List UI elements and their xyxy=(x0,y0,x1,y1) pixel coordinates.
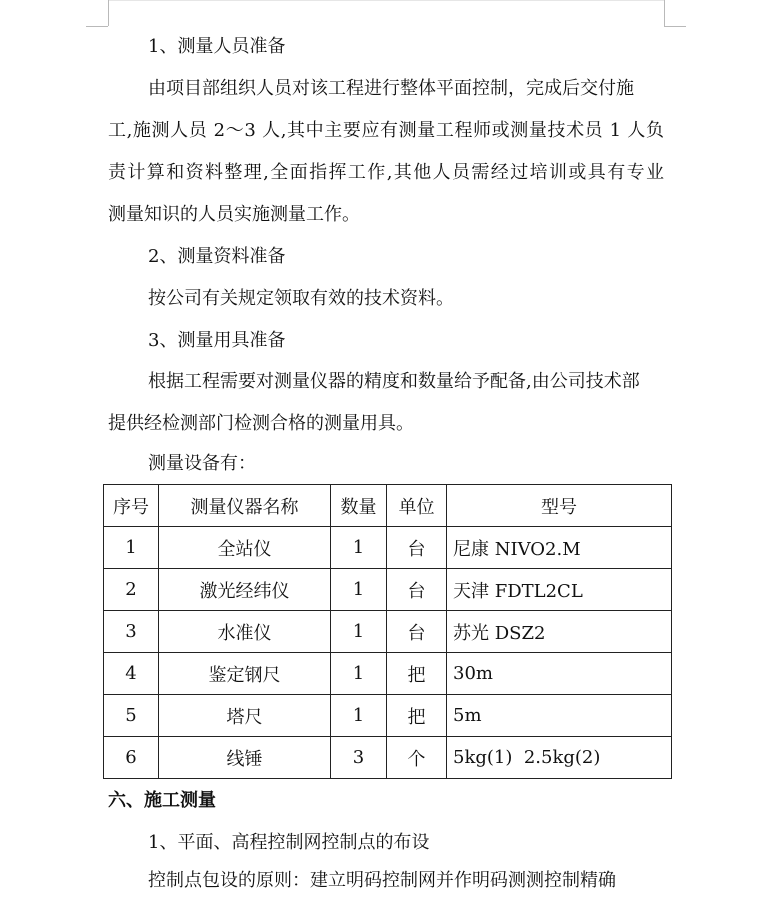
section-heading: 六、施工测量 xyxy=(108,790,216,811)
partial-paragraph: 控制点包设的原则：建立明码控制网并作明码测测控制精确 xyxy=(148,870,616,891)
cell-unit: 台 xyxy=(387,569,447,611)
header-cell: 序号 xyxy=(104,485,159,527)
crop-mark-left xyxy=(86,26,108,27)
cell-index: 4 xyxy=(104,653,159,695)
table-header-row xyxy=(104,485,672,527)
header-cell: 单位 xyxy=(387,485,447,527)
cell-quantity: 1 xyxy=(331,527,387,569)
cell-index: 2 xyxy=(104,569,159,611)
equipment-intro: 测量设备有： xyxy=(148,453,256,474)
cell-quantity: 1 xyxy=(331,695,387,737)
paragraph-tools-line: 提供经检测部门检测合格的测量用具。 xyxy=(108,413,414,434)
header-cell: 数量 xyxy=(331,485,387,527)
heading-tools: 3、测量用具准备 xyxy=(148,330,286,351)
cell-index: 1 xyxy=(104,527,159,569)
cell-unit: 台 xyxy=(387,611,447,653)
paragraph-personnel-line: 由项目部组织人员对该工程进行整体平面控制，完成后交付施 xyxy=(148,78,634,99)
cell-model: 5kg(1) 2.5kg(2) xyxy=(447,737,672,779)
crop-mark-right xyxy=(664,26,686,27)
cell-instrument: 线锤 xyxy=(159,737,331,779)
cell-model: 30m xyxy=(447,653,672,695)
paragraph-personnel-line: 测量知识的人员实施测量工作。 xyxy=(108,204,360,225)
cell-instrument: 鉴定钢尺 xyxy=(159,653,331,695)
cell-index: 3 xyxy=(104,611,159,653)
cell-instrument: 塔尺 xyxy=(159,695,331,737)
table-row xyxy=(104,695,672,737)
cell-quantity: 1 xyxy=(331,569,387,611)
cell-index: 6 xyxy=(104,737,159,779)
cell-quantity: 3 xyxy=(331,737,387,779)
table-row xyxy=(104,737,672,779)
header-cell: 型号 xyxy=(447,485,672,527)
table-row xyxy=(104,611,672,653)
cell-quantity: 1 xyxy=(331,653,387,695)
crop-mark-left-vertical xyxy=(108,0,109,26)
cell-unit: 把 xyxy=(387,653,447,695)
cell-model: 苏光 DSZ2 xyxy=(447,611,672,653)
header-cell: 测量仪器名称 xyxy=(159,485,331,527)
cell-instrument: 水准仪 xyxy=(159,611,331,653)
cell-model: 5m xyxy=(447,695,672,737)
heading-materials: 2、测量资料准备 xyxy=(148,246,286,267)
crop-mark-right-vertical xyxy=(664,0,665,26)
table-row xyxy=(104,527,672,569)
subsection-heading: 1、平面、高程控制网控制点的布设 xyxy=(148,832,430,853)
table-row xyxy=(104,653,672,695)
paragraph-personnel-line: 工,施测人员 2～3 人,其中主要应有测量工程师或测量技术员 1 人负 xyxy=(108,120,664,141)
paragraph-tools-line: 根据工程需要对测量仪器的精度和数量给予配备,由公司技术部 xyxy=(148,371,640,392)
cell-unit: 台 xyxy=(387,527,447,569)
cell-index: 5 xyxy=(104,695,159,737)
equipment-table xyxy=(103,484,672,779)
cell-model: 尼康 NIVO2.M xyxy=(447,527,672,569)
table-row xyxy=(104,569,672,611)
cell-instrument: 全站仪 xyxy=(159,527,331,569)
cell-instrument: 激光经纬仪 xyxy=(159,569,331,611)
heading-personnel: 1、测量人员准备 xyxy=(148,36,286,57)
cell-unit: 把 xyxy=(387,695,447,737)
cell-model: 天津 FDTL2CL xyxy=(447,569,672,611)
cell-unit: 个 xyxy=(387,737,447,779)
paragraph-materials: 按公司有关规定领取有效的技术资料。 xyxy=(148,288,454,309)
page-top-edge xyxy=(108,0,664,1)
cell-quantity: 1 xyxy=(331,611,387,653)
paragraph-personnel-line: 责计算和资料整理,全面指挥工作,其他人员需经过培训或具有专业 xyxy=(108,162,664,183)
